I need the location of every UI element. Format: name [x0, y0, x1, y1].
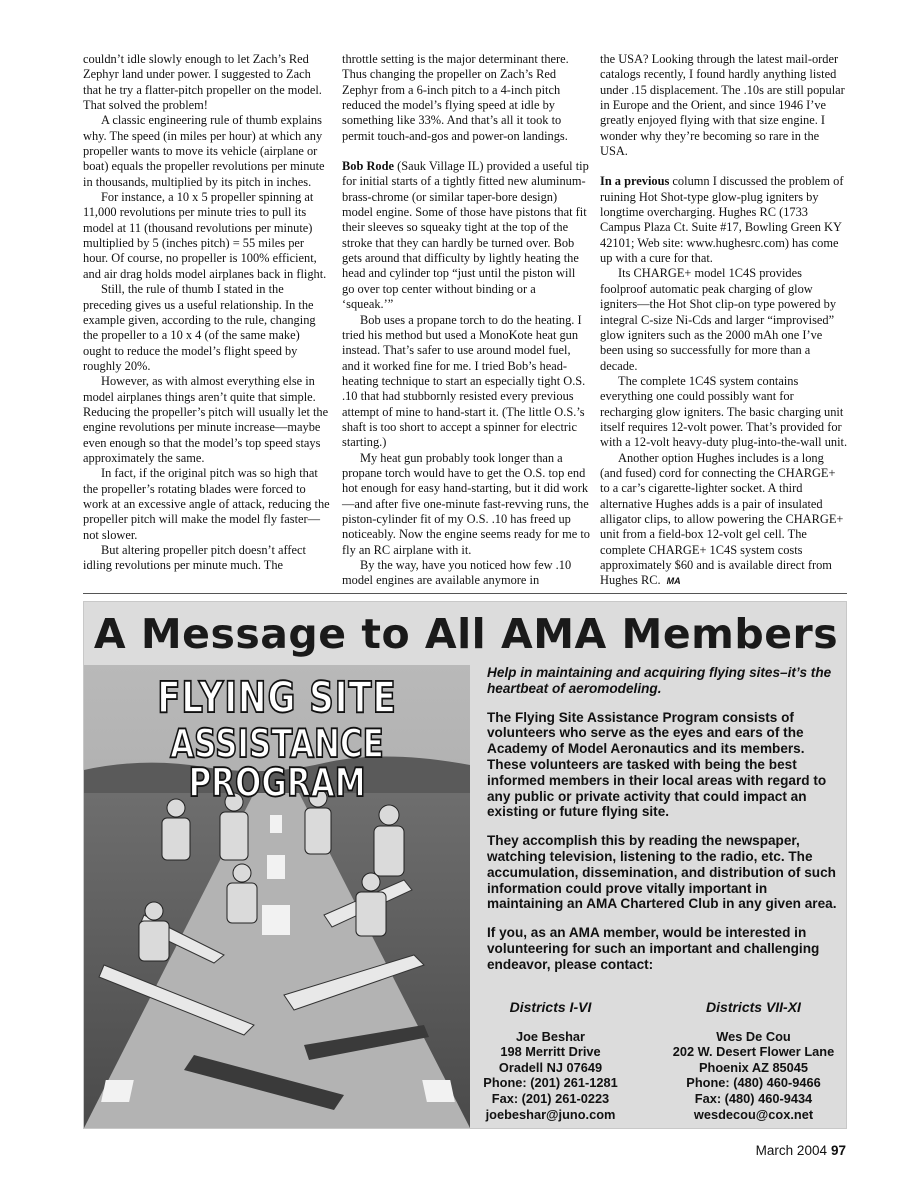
paragraph-body: Another option Hughes includes is a long (and fused) cord for connecting the CHARGE+ to a car’s cigarette-lighter socket. A third alternative Hughes adds is a pair of insulated alligator clips, to allow powering the CHARGE+ unit from a field-box 12-volt gel cell. The complete CHARGE+ 1C4S system costs approximately $60 and is available direct from Hughes RC. [600, 450, 844, 588]
flying-site-photo [84, 665, 470, 1128]
contact-city: Phoenix AZ 85045 [698, 1059, 809, 1075]
paragraph: throttle setting is the major determinant there. Thus changing the propeller on Zach’s Red Zephyr from a 6-inch pitch to a 4-inch pitch reduced the model’s flying speed at idle by something like 33%. And that’s all it took to permit touch-and-gos and power-on landings. [342, 52, 569, 143]
paragraph: couldn’t idle slowly enough to let Zach’s Red Zephyr land under power. I suggested to Zach that he try a flatter-pitch propeller on the model. That solved the problem! [83, 52, 322, 113]
issue-date: March 2004 [755, 1143, 827, 1158]
contact-city: Oradell NJ 07649 [498, 1059, 603, 1075]
ama-paragraph: They accomplish this by reading the newspaper, watching television, listening to the radio, etc. The accumulation, dissemination, and distribution of such information could prove vitally important in maintaining an AMA Chartered Club in any given area. [487, 833, 837, 912]
contact-phone: Phone: (201) 261-1281 [483, 1075, 618, 1091]
districts-heading: Districts I-VI [509, 999, 592, 1015]
ama-paragraph: If you, as an AMA member, would be interested in volunteering for such an important and challenging endeavor, please contact: [487, 925, 820, 972]
contact-name: Joe Beshar [516, 1028, 585, 1044]
article-column-2 [342, 52, 590, 589]
page-folio [756, 1143, 846, 1158]
ama-message-box [83, 601, 847, 1129]
end-mark: MA [666, 576, 681, 587]
photo-title-line: ASSISTANCE PROGRAM [170, 721, 384, 807]
paragraph: A classic engineering rule of thumb explains why. The speed (in miles per hour) at which any propeller wants to move its vehicle (airplane or boat) equals the propeller revolutions per minute in thousands, multiplied by its pitch in inches. [83, 113, 325, 189]
section-divider [83, 593, 847, 594]
paragraph: the USA? Looking through the latest mail-order catalogs recently, I found hardly anything listed under .15 displacement. The .10s are still popular in Europe and the Orient, and since 1946 I’ve greatly enjoyed flying with that size engine. I wonder why they’re becoming so rare in the USA. [600, 52, 845, 159]
paragraph: For instance, a 10 x 5 propeller spinning at 11,000 revolutions per minute tries to pull its model at 11 (thousand revolutions per minute) multiplied by 5 (inches pitch) = 55 miles per hour. Of course, no propeller is 100% efficient, and air drag holds model airplanes back in flight. [83, 190, 327, 281]
paragraph-body: (Sauk Village IL) provided a useful tip for initial starts of a tightly fitted new aluminum-brass-chrome (or similar taper-bore design) model engine. Some of those have pistons that fit their sleeves so squeaky tight at the top of the stroke that they can hardly be turned over. Bob gets around that difficulty by lightly heating the head and cylinder top “just until the piston will go over top center without binding or a ‘squeak.’” [342, 159, 589, 312]
paragraph: In fact, if the original pitch was so high that the propeller’s rotating blades were forced to work at an excessive angle of attack, reducing the propeller pitch will make the model fly faster—not slower. [83, 466, 330, 542]
photo-title-line: FLYING SITE [157, 673, 397, 724]
paragraph: By the way, have you noticed how few .10 model engines are available anymore in [342, 558, 572, 588]
paragraph: Bob uses a propane torch to do the heating. I tried his method but used a MonoKote heat gun instead. That’s safer to use around model fuel, and it worked fine for me. I tried Bob’s head-heating technique to start an especially tight O.S. .10 that had stubbornly resisted every previous attempt of mine to hand-start it. (The little O.S.’s shaft is too short to accept a spinner for electric starting.) [342, 312, 586, 450]
paragraph [600, 451, 848, 590]
contact-fax: Fax: (201) 261-0223 [491, 1090, 610, 1106]
contact-name: Wes De Cou [716, 1028, 791, 1044]
article-column-3 [600, 52, 848, 590]
ama-headline: A Message to All AMA Members [93, 610, 839, 658]
contact-email: wesdecou@cox.net [693, 1106, 814, 1122]
contact-fax: Fax: (480) 460-9434 [694, 1090, 813, 1106]
districts-heading: Districts VII-XI [706, 999, 801, 1015]
contact-phone: Phone: (480) 460-9466 [686, 1075, 821, 1091]
paragraph-body: column I discussed the problem of ruining Hot Shot-type glow-plug igniters by longtime overcharging. Hughes RC (1733 Campus Plaza Ct. Suite #17, Bowling Green KY 42101; Web site: www.hughesrc.com) has come up with a cure for that. [600, 174, 844, 266]
contact-street: 198 Merritt Drive [500, 1044, 601, 1060]
contact-card [666, 1000, 841, 1122]
photo-title [84, 673, 470, 807]
contact-card [463, 1000, 638, 1122]
ama-paragraph: The Flying Site Assistance Program consists of volunteers who serve as the eyes and ears of the Academy of Model Aeronautics and its members. These volunteers are tasked with being the best informed members in their local areas with regard to any public or private activity that could impact an existing or future flying site. [487, 709, 827, 820]
contact-street: 202 W. Desert Flower Lane [672, 1044, 835, 1060]
ama-body [487, 665, 837, 986]
paragraph: Its CHARGE+ model 1C4S provides foolproof automatic peak charging of glow igniters—the Hot Shot clip-on type powered by integral C-size Ni-Cds and larger “improvised” glow igniters such as the 2000 mAh one I’ve been using so successfully for more than a decade. [600, 266, 837, 373]
paragraph: Still, the rule of thumb I stated in the preceding gives us a useful relationship. In the example given, according to the rule, changing the propeller to a 10 x 4 (of the same make) ought to reduce the model’s flight speed by roughly 20%. [83, 282, 316, 373]
lead-in: Bob Rode [342, 159, 394, 174]
lead-in: In a previous [600, 174, 670, 189]
paragraph [342, 159, 590, 312]
paragraph: But altering propeller pitch doesn’t affect idling revolutions per minute much. The [83, 543, 306, 573]
paragraph: However, as with almost everything else in model airplanes things aren’t quite that simple. Reducing the propeller’s pitch will usually let the engine revolutions per minute increase—maybe even enough so that the model’s top speed stays approximately the same. [83, 374, 329, 465]
contact-email: joebeshar@juno.com [485, 1106, 616, 1122]
paragraph [600, 174, 848, 266]
ama-tagline: Help in maintaining and acquiring flying sites–it’s the heartbeat of aeromodeling. [487, 665, 832, 696]
article-column-1 [83, 52, 331, 574]
paragraph: The complete 1C4S system contains everything one could possibly want for recharging glow igniters. The basic charging unit itself requires 12-volt power. That’s provided for with a 12-volt heavy-duty plug-into-the-wall unit. [600, 373, 848, 450]
page-number: 97 [830, 1143, 846, 1158]
paragraph: My heat gun probably took longer than a propane torch would have to get the O.S. top end hot enough for easy hand-starting, but it did work—and after five one-minute fast-revving runs, the piston-cylinder fit of my O.S. .10 has freed up noticeably. Now the engine seems ready for me to fly an RC airplane with it. [342, 450, 590, 557]
